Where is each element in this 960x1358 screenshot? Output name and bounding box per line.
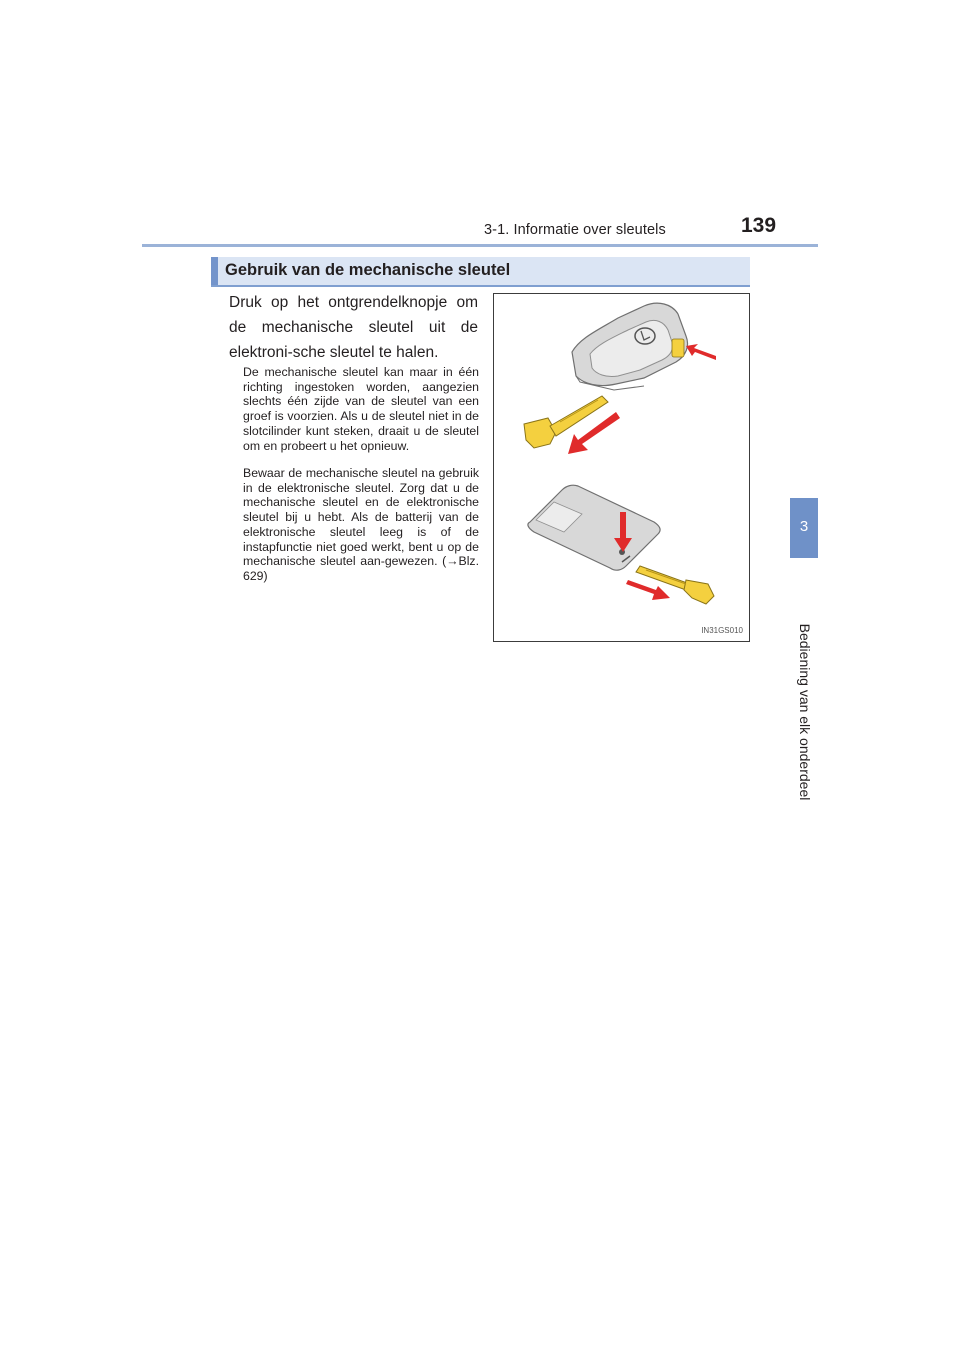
figure-code: IN31GS010 (701, 626, 743, 635)
mechanical-key-bottom (636, 566, 714, 604)
header-rule (142, 244, 818, 247)
pull-arrow-icon-card (626, 580, 670, 600)
key-illustration (493, 293, 750, 642)
mechanical-key-top (524, 396, 608, 448)
press-arrow-icon (686, 344, 716, 360)
smart-key-fob (572, 303, 688, 390)
chapter-number: 3 (799, 518, 809, 535)
section-heading-bar (211, 257, 750, 287)
running-header-section: 3-1. Informatie over sleutels (484, 222, 666, 238)
chapter-tab (790, 498, 818, 558)
note-key-storage: Bewaar de mechanische sleutel na gebruik in de elektronische sleutel. Zorg dat u de mechanische sleutel en de elektronische sleutel bij u hebt. Als de batterij van de elektronische sleutel leeg is of de instapfunctie niet goed werkt, bent u op de mechanische sleutel aan-gewezen. (→Blz. 629) (243, 466, 479, 583)
note-key-orientation: De mechanische sleutel kan maar in één richting ingestoken worden, aangezien slechts één zijde van de sleutel van een groef is voorzien. Als u de sleutel niet in de slotcilinder kunt steken, draait u de sleutel om en probeert u het opnieuw. (243, 365, 479, 453)
instruction-text: Druk op het ontgrendelknopje om de mechanische sleutel uit de elektroni-sche sleutel te halen. (229, 294, 478, 361)
card-key (528, 485, 660, 570)
page-number: 139 (741, 214, 777, 237)
chapter-title: Bediening van elk onderdeel (797, 623, 813, 801)
section-title: Gebruik van de mechanische sleutel (225, 261, 511, 279)
section-heading-accent (211, 257, 218, 285)
key-illustration-drawing (494, 294, 749, 641)
